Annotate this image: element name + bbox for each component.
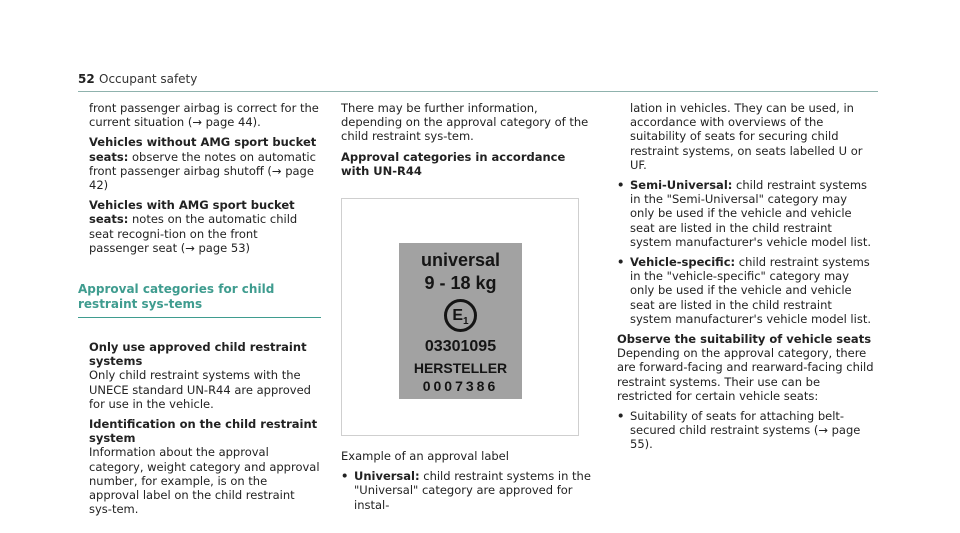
- list-item: • Vehicle-specific: child restraint systems in the "vehicle-specific" category may only be used if the vehicle and vehicle seat are listed in the child restraint system manufacturer's vehicle model list.: [617, 255, 875, 326]
- paragraph: [89, 340, 321, 411]
- paragraph-text: Only child restraint systems with the UNECE standard UN-R44 are approved for use in the vehicle.: [89, 368, 311, 411]
- section-block: [78, 282, 321, 318]
- list-item: • Semi-Universal: child restraint systems in the "Semi-Universal" category may only be used if the vehicle and vehicle seat are listed in the child restraint system manufacturer's vehicle model list.: [617, 178, 875, 249]
- paragraph-text: Information about the approval category, weight category and approval number, for example, is on the approval label on the child restraint sys-tem.: [89, 445, 320, 517]
- label-line-weight: 9 - 18 kg: [424, 273, 497, 294]
- paragraph: [89, 417, 321, 516]
- label-line-universal: universal: [420, 250, 501, 271]
- list-item: • Suitability of seats for attaching belt-secured child restraint systems (→ page 55).: [617, 409, 875, 452]
- paragraph: front passenger airbag is correct for the current situation (→ page 44).: [89, 101, 319, 130]
- paragraph-heading: Vehicles without AMG sport bucket seats:: [89, 135, 317, 164]
- paragraph-heading: Approval categories in accordance with UN-R44: [341, 149, 566, 178]
- paragraph: [89, 135, 321, 192]
- paragraph-heading: Identification on the child restraint system: [89, 417, 318, 446]
- header-divider: [78, 91, 878, 92]
- column-left: [78, 101, 321, 522]
- paragraph: [89, 198, 321, 255]
- label-manufacturer: HERSTELLER: [413, 360, 508, 377]
- approval-label-image: [399, 243, 522, 399]
- column-middle: [341, 101, 593, 518]
- approval-label-figure: [341, 198, 579, 436]
- paragraph: Depending on the approval category, there are forward-facing and rearward-facing child restraint systems. Their use can be restricted for certain vehicle seats:: [617, 346, 874, 403]
- section-divider: [78, 317, 321, 318]
- label-serial: 0007386: [422, 378, 499, 395]
- paragraph: There may be further information, depending on the approval category of the child restraint sys-tem.: [341, 101, 589, 144]
- paragraph-text: observe the notes on automatic front passenger airbag shutoff (→ page 42): [89, 149, 316, 193]
- paragraph-heading: Vehicles with AMG sport bucket seats:: [89, 198, 295, 227]
- figure-caption: Example of an approval label: [341, 449, 509, 464]
- section-title: Occupant safety: [99, 72, 198, 86]
- section-heading: Approval categories for child restraint sys-tems: [78, 282, 275, 311]
- paragraph-heading: Observe the suitability of vehicle seats: [617, 332, 872, 347]
- paragraph: lation in vehicles. They can be used, in accordance with overviews of the suitability of seats for securing child restraint systems, on seats labelled U or UF.: [630, 101, 863, 172]
- label-approval-number: 03301095: [424, 338, 497, 356]
- paragraph-text: notes on the automatic child seat recogni-tion on the front passenger seat (→ page 53): [89, 212, 298, 255]
- list-item: • Universal: child restraint systems in the "Universal" category are approved for instal-: [341, 469, 593, 512]
- e-mark-icon: $E_1$: [444, 299, 477, 332]
- page-number: 52: [78, 72, 95, 86]
- paragraph-heading: Only use approved child restraint systems: [89, 340, 307, 369]
- column-right: [617, 101, 875, 458]
